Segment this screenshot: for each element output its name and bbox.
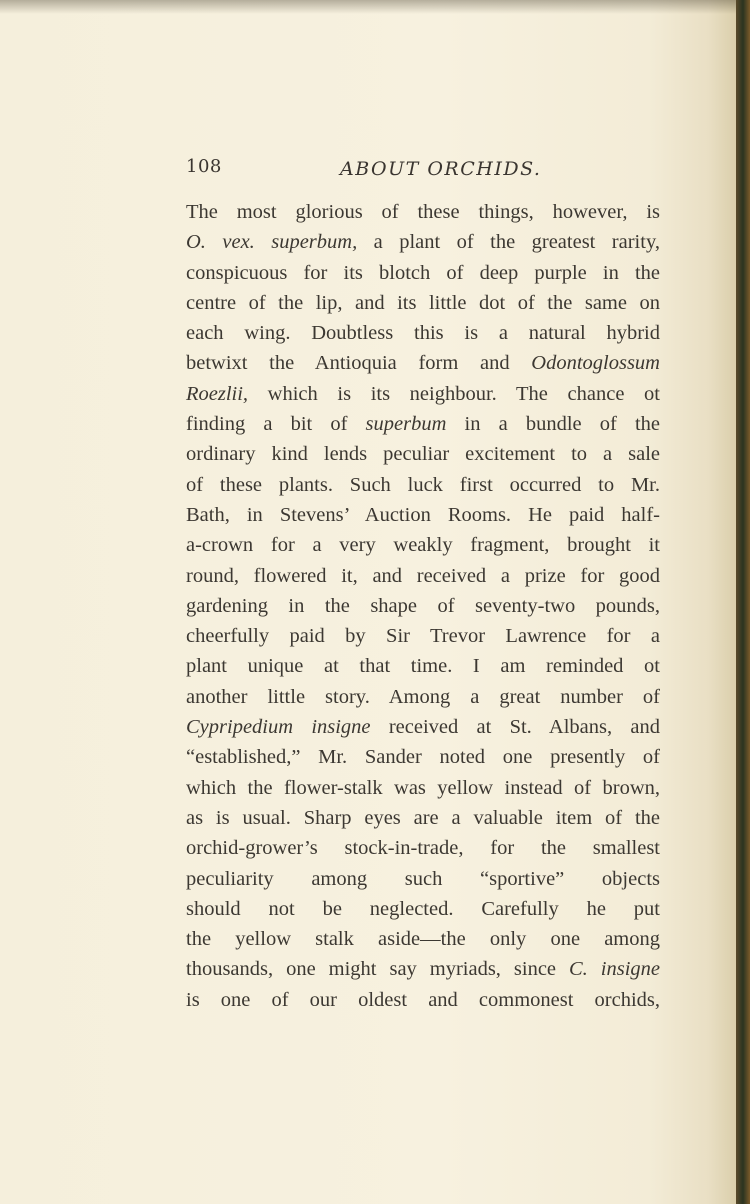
text-line xyxy=(186,227,660,257)
text-line xyxy=(186,864,660,894)
text-segment: gardening in the shape of seventy-two pounds, xyxy=(186,594,660,617)
text-line xyxy=(186,530,660,560)
text-line xyxy=(186,379,660,409)
text-segment: “established,” Mr. Sander noted one presently of xyxy=(186,746,660,769)
text-line xyxy=(186,409,660,439)
text-segment: plant unique at that time. I am reminded ot xyxy=(186,655,660,678)
text-segment: finding a bit of xyxy=(186,413,366,436)
text-segment: centre of the lip, and its little dot of the same on xyxy=(186,291,660,314)
text-segment: received at St. Albans, and xyxy=(370,716,661,739)
text-line xyxy=(186,439,660,469)
text-line xyxy=(186,924,660,954)
running-title: ABOUT ORCHIDS. xyxy=(340,158,542,180)
text-segment: round, flowered it, and received a prize for good xyxy=(186,564,660,587)
text-segment: another little story. Among a great number of xyxy=(186,685,660,708)
text-line xyxy=(186,621,660,651)
text-segment: conspicuous for its blotch of deep purple in the xyxy=(186,261,660,284)
text-line xyxy=(186,742,660,772)
text-segment: of these plants. Such luck first occurred to Mr. xyxy=(186,473,660,496)
text-segment: each wing. Doubtless this is a natural hybrid xyxy=(186,322,660,345)
text-segment: orchid-grower’s stock-in-trade, for the smallest xyxy=(186,837,660,860)
text-line xyxy=(186,651,660,681)
text-segment: as is usual. Sharp eyes are a valuable item of the xyxy=(186,806,660,829)
text-line xyxy=(186,258,660,288)
italic-segment: Cypripedium insigne xyxy=(186,716,371,739)
text-segment: betwixt the Antioquia form and xyxy=(186,352,532,375)
italic-segment: O. vex. superbum, xyxy=(186,231,358,254)
text-segment: should not be neglected. Carefully he put xyxy=(186,897,660,920)
book-spine-edge xyxy=(736,0,750,1204)
text-line xyxy=(186,985,660,1015)
italic-segment: Odontoglossum xyxy=(531,352,660,375)
text-line xyxy=(186,682,660,712)
text-line xyxy=(186,561,660,591)
text-line xyxy=(186,197,660,227)
text-segment: the yellow stalk aside—the only one among xyxy=(186,928,660,951)
text-line xyxy=(186,470,660,500)
text-segment: which the flower-stalk was yellow instead of brown, xyxy=(186,776,660,799)
text-segment: cheerfully paid by Sir Trevor Lawrence for a xyxy=(186,625,660,648)
text-segment: is one of our oldest and commonest orchids, xyxy=(186,988,660,1011)
page-number: 108 xyxy=(186,156,222,177)
text-line xyxy=(186,894,660,924)
text-segment: in a bundle of the xyxy=(446,413,660,436)
text-line xyxy=(186,954,660,984)
body-text xyxy=(186,197,660,1015)
text-segment: peculiarity among such “sportive” objects xyxy=(186,867,660,890)
text-line xyxy=(186,591,660,621)
text-line xyxy=(186,348,660,378)
text-line xyxy=(186,712,660,742)
text-line xyxy=(186,318,660,348)
text-line xyxy=(186,773,660,803)
text-segment: The most glorious of these things, however, is xyxy=(186,201,660,223)
text-line xyxy=(186,803,660,833)
italic-segment: superbum xyxy=(365,413,447,436)
text-segment: a plant of the greatest rarity, xyxy=(357,231,660,254)
italic-segment: Roezlii, xyxy=(186,382,249,405)
text-segment: Bath, in Stevens’ Auction Rooms. He paid half- xyxy=(186,503,660,526)
text-segment: a-crown for a very weakly fragment, brought it xyxy=(186,534,660,557)
text-segment: ordinary kind lends peculiar excitement to a sale xyxy=(186,443,660,466)
text-segment: which is its neighbour. The chance ot xyxy=(248,382,660,405)
italic-segment: C. insigne xyxy=(569,958,660,981)
text-line xyxy=(186,288,660,318)
text-segment: thousands, one might say myriads, since xyxy=(186,958,569,981)
page-top-edge xyxy=(0,0,738,14)
text-line xyxy=(186,500,660,530)
text-line xyxy=(186,833,660,863)
running-header xyxy=(186,156,666,192)
